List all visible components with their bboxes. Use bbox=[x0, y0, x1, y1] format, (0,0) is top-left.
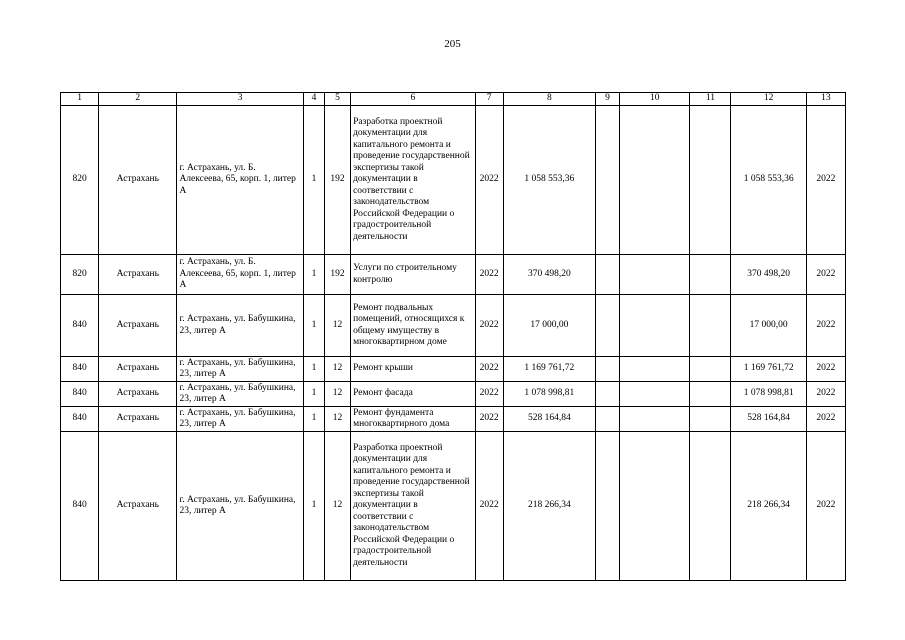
cell-col11 bbox=[690, 382, 731, 407]
cell-col4: 1 bbox=[303, 407, 324, 432]
header-cell: 5 bbox=[324, 93, 350, 106]
page-number: 205 bbox=[444, 38, 461, 50]
cell-col5: 12 bbox=[324, 382, 350, 407]
cell-code: 840 bbox=[61, 407, 99, 432]
header-cell: 10 bbox=[620, 93, 690, 106]
table-row bbox=[61, 357, 846, 382]
header-cell: 13 bbox=[806, 93, 845, 106]
cell-year: 2022 bbox=[475, 106, 503, 255]
cell-year-end: 2022 bbox=[806, 382, 845, 407]
cell-col4: 1 bbox=[303, 106, 324, 255]
cell-address: г. Астрахань, ул. Б. Алексеева, 65, корп. 1, литер А bbox=[177, 106, 303, 255]
cell-col5: 192 bbox=[324, 106, 350, 255]
cell-code: 840 bbox=[61, 382, 99, 407]
cell-col11 bbox=[690, 106, 731, 255]
cell-address: г. Астрахань, ул. Бабушкина, 23, литер А bbox=[177, 295, 303, 357]
cell-year-end: 2022 bbox=[806, 432, 845, 581]
cell-address: г. Астрахань, ул. Бабушкина, 23, литер А bbox=[177, 407, 303, 432]
cell-col5: 12 bbox=[324, 407, 350, 432]
cell-city: Астрахань bbox=[99, 357, 177, 382]
cell-city: Астрахань bbox=[99, 295, 177, 357]
cell-address: г. Астрахань, ул. Бабушкина, 23, литер А bbox=[177, 432, 303, 581]
cell-work-type: Услуги по строительному контролю bbox=[351, 255, 475, 295]
cell-col10 bbox=[620, 106, 690, 255]
cell-year: 2022 bbox=[475, 407, 503, 432]
cell-amount-total: 1 169 761,72 bbox=[731, 357, 806, 382]
cell-amount: 370 498,20 bbox=[503, 255, 595, 295]
data-table bbox=[60, 92, 846, 581]
cell-amount: 1 078 998,81 bbox=[503, 382, 595, 407]
header-cell: 3 bbox=[177, 93, 303, 106]
cell-col11 bbox=[690, 407, 731, 432]
cell-amount: 1 169 761,72 bbox=[503, 357, 595, 382]
cell-year-end: 2022 bbox=[806, 407, 845, 432]
cell-col5: 12 bbox=[324, 357, 350, 382]
cell-year: 2022 bbox=[475, 432, 503, 581]
cell-year-end: 2022 bbox=[806, 106, 845, 255]
cell-amount-total: 218 266,34 bbox=[731, 432, 806, 581]
cell-amount-total: 528 164,84 bbox=[731, 407, 806, 432]
cell-year-end: 2022 bbox=[806, 255, 845, 295]
cell-work-type: Разработка проектной документации для капитального ремонта и проведение государственной экспертизы такой документации в соответствии с законодательством Российской Федерации о градостроительной деятельности bbox=[351, 432, 475, 581]
cell-work-type: Ремонт фундамента многоквартирного дома bbox=[351, 407, 475, 432]
cell-amount: 218 266,34 bbox=[503, 432, 595, 581]
header-cell: 1 bbox=[61, 93, 99, 106]
cell-work-type: Разработка проектной документации для капитального ремонта и проведение государственной экспертизы такой документации в соответствии с законодательством Российской Федерации о градостроительной деятельности bbox=[351, 106, 475, 255]
cell-col4: 1 bbox=[303, 357, 324, 382]
cell-city: Астрахань bbox=[99, 432, 177, 581]
header-row bbox=[61, 93, 846, 106]
cell-city: Астрахань bbox=[99, 255, 177, 295]
cell-city: Астрахань bbox=[99, 407, 177, 432]
cell-col10 bbox=[620, 295, 690, 357]
cell-amount: 17 000,00 bbox=[503, 295, 595, 357]
cell-col4: 1 bbox=[303, 382, 324, 407]
cell-code: 840 bbox=[61, 357, 99, 382]
cell-address: г. Астрахань, ул. Бабушкина, 23, литер А bbox=[177, 357, 303, 382]
header-cell: 8 bbox=[503, 93, 595, 106]
cell-work-type: Ремонт фасада bbox=[351, 382, 475, 407]
cell-col9 bbox=[595, 295, 619, 357]
cell-col4: 1 bbox=[303, 432, 324, 581]
cell-code: 840 bbox=[61, 432, 99, 581]
cell-col9 bbox=[595, 407, 619, 432]
cell-col10 bbox=[620, 382, 690, 407]
cell-year-end: 2022 bbox=[806, 295, 845, 357]
cell-col10 bbox=[620, 255, 690, 295]
cell-col4: 1 bbox=[303, 295, 324, 357]
cell-year: 2022 bbox=[475, 357, 503, 382]
header-cell: 7 bbox=[475, 93, 503, 106]
cell-col9 bbox=[595, 382, 619, 407]
cell-address: г. Астрахань, ул. Бабушкина, 23, литер А bbox=[177, 382, 303, 407]
table-row bbox=[61, 432, 846, 581]
cell-col9 bbox=[595, 432, 619, 581]
cell-col11 bbox=[690, 255, 731, 295]
cell-col11 bbox=[690, 357, 731, 382]
cell-amount-total: 1 058 553,36 bbox=[731, 106, 806, 255]
cell-col9 bbox=[595, 106, 619, 255]
cell-col11 bbox=[690, 432, 731, 581]
cell-col11 bbox=[690, 295, 731, 357]
cell-work-type: Ремонт подвальных помещений, относящихся к общему имуществу в многоквартирном доме bbox=[351, 295, 475, 357]
header-cell: 11 bbox=[690, 93, 731, 106]
header-cell: 9 bbox=[595, 93, 619, 106]
cell-col10 bbox=[620, 357, 690, 382]
header-cell: 2 bbox=[99, 93, 177, 106]
table-row bbox=[61, 407, 846, 432]
cell-col4: 1 bbox=[303, 255, 324, 295]
table-row bbox=[61, 106, 846, 255]
cell-col9 bbox=[595, 255, 619, 295]
cell-year: 2022 bbox=[475, 295, 503, 357]
cell-work-type: Ремонт крыши bbox=[351, 357, 475, 382]
cell-col10 bbox=[620, 407, 690, 432]
cell-amount: 528 164,84 bbox=[503, 407, 595, 432]
cell-col9 bbox=[595, 357, 619, 382]
cell-col5: 12 bbox=[324, 295, 350, 357]
cell-col5: 192 bbox=[324, 255, 350, 295]
cell-col5: 12 bbox=[324, 432, 350, 581]
cell-amount-total: 370 498,20 bbox=[731, 255, 806, 295]
cell-city: Астрахань bbox=[99, 382, 177, 407]
cell-code: 820 bbox=[61, 255, 99, 295]
cell-year: 2022 bbox=[475, 382, 503, 407]
cell-address: г. Астрахань, ул. Б. Алексеева, 65, корп. 1, литер А bbox=[177, 255, 303, 295]
table-row bbox=[61, 295, 846, 357]
cell-amount: 1 058 553,36 bbox=[503, 106, 595, 255]
header-cell: 6 bbox=[351, 93, 475, 106]
cell-amount-total: 17 000,00 bbox=[731, 295, 806, 357]
table-row bbox=[61, 255, 846, 295]
header-cell: 4 bbox=[303, 93, 324, 106]
table-row bbox=[61, 382, 846, 407]
cell-year: 2022 bbox=[475, 255, 503, 295]
cell-year-end: 2022 bbox=[806, 357, 845, 382]
cell-code: 820 bbox=[61, 106, 99, 255]
cell-city: Астрахань bbox=[99, 106, 177, 255]
cell-amount-total: 1 078 998,81 bbox=[731, 382, 806, 407]
header-cell: 12 bbox=[731, 93, 806, 106]
cell-col10 bbox=[620, 432, 690, 581]
cell-code: 840 bbox=[61, 295, 99, 357]
